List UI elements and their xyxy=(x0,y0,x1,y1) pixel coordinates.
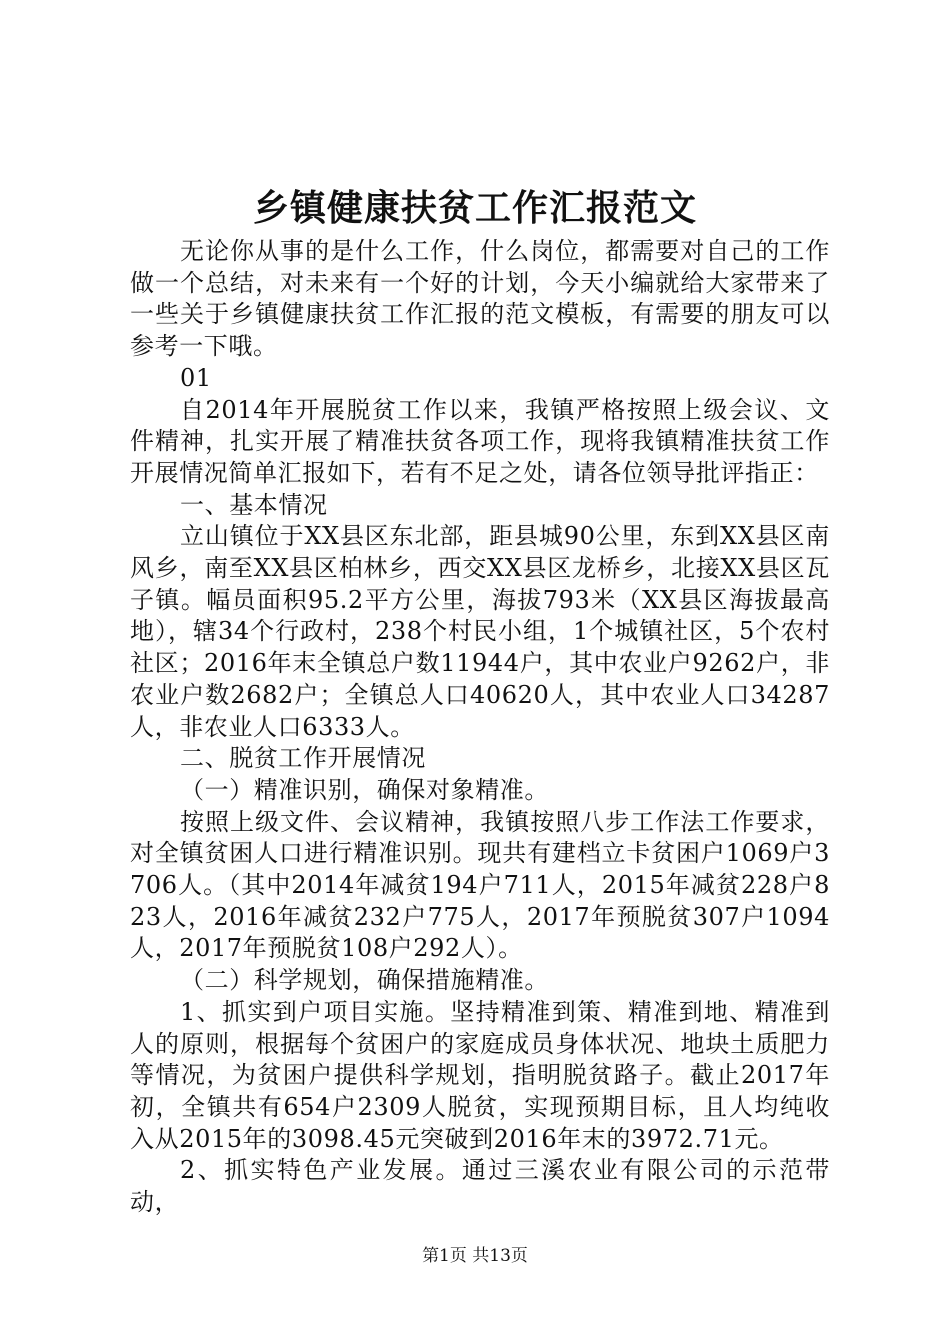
subheading-identification: （一）精准识别，确保对象精准。 xyxy=(180,775,549,804)
heading-basic-situation: 一、基本情况 xyxy=(180,490,328,519)
document-body xyxy=(130,236,830,1219)
paragraph-identification: 按照上级文件、会议精神，我镇按照八步工作法工作要求，对全镇贫困人口进行精准识别。现共有建档立卡贫困户1069户3706人。（其中2014年减贫194户711人，2015年减贫228户823人，2016年减贫232户775人，2017年预脱贫307户1094人，2017年预脱贫108户292人）。 xyxy=(130,807,830,963)
paragraph-section-number: 01 xyxy=(180,363,212,392)
heading-poverty-work: 二、脱贫工作开展情况 xyxy=(180,744,426,773)
paragraph-household-projects: 1、抓实到户项目实施。坚持精准到策、精准到地、精准到人的原则，根据每个贫困户的家庭成员身体状况、地块土质肥力等情况，为贫困户提供科学规划，指明脱贫路子。截止2017年初，全镇共有654户2309人脱贫，实现预期目标，且人均纯收入从2015年的3098.45元突破到2016年末的3972.71元。 xyxy=(130,997,830,1153)
page-footer: 第1页 共13页 xyxy=(422,1246,528,1266)
paragraph-intro: 无论你从事的是什么工作，什么岗位，都需要对自己的工作做一个总结，对未来有一个好的计划，今天小编就给大家带来了一些关于乡镇健康扶贫工作汇报的范文模板，有需要的朋友可以参考一下哦。 xyxy=(130,237,830,361)
paragraph-opening: 自2014年开展脱贫工作以来，我镇严格按照上级会议、文件精神，扎实开展了精准扶贫各项工作，现将我镇精准扶贫工作开展情况简单汇报如下，若有不足之处，请各位领导批评指正： xyxy=(130,395,830,487)
paragraph-basic-situation: 立山镇位于XX县区东北部，距县城90公里，东到XX县区南风乡，南至XX县区柏林乡，西交XX县区龙桥乡，北接XX县区瓦子镇。幅员面积95.2平方公里，海拔793米（XX县区海拔最高地），辖34个行政村，238个村民小组，1个城镇社区，5个农村社区；2016年末全镇总户数11944户，其中农业户9262户，非农业户数2682户；全镇总人口40620人，其中农业人口34287人，非农业人口6333人。 xyxy=(130,522,830,741)
paragraph-industry-development: 2、抓实特色产业发展。通过三溪农业有限公司的示范带动， xyxy=(130,1156,830,1217)
document-title: 乡镇健康扶贫工作汇报范文 xyxy=(252,187,697,229)
subheading-planning: （二）科学规划，确保措施精准。 xyxy=(180,966,549,995)
